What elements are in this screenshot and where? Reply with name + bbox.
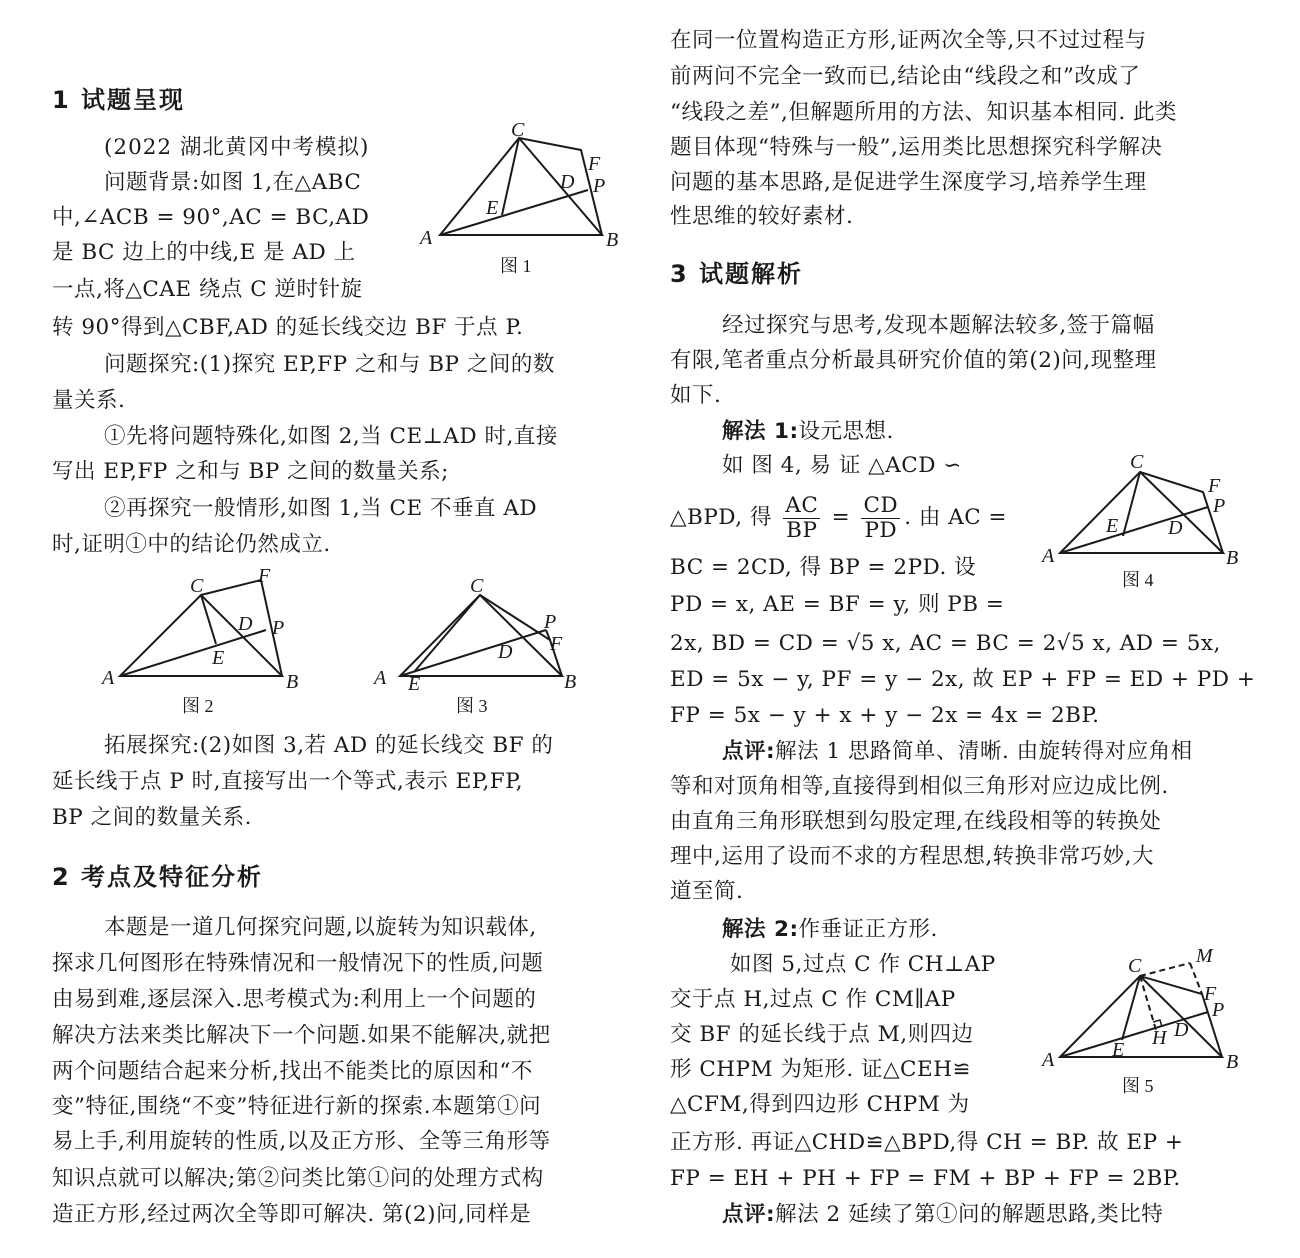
line-mf-dashed — [1190, 963, 1202, 994]
point-label-a: A — [1042, 1049, 1055, 1071]
paragraph-line: ①先将问题特殊化,如图 2,当 CE⊥AD 时,直接 — [104, 424, 558, 449]
triangle-abc — [400, 595, 562, 676]
paragraph-line: 是 BC 边上的中线,E 是 AD 上 — [52, 240, 356, 265]
method-1-header — [722, 417, 894, 447]
paragraph-line: 交于点 H,过点 C 作 CM∥AP — [670, 987, 956, 1012]
paragraph-line: 转 90°得到△CBF,AD 的延长线交边 BF 于点 P. — [52, 315, 524, 340]
paragraph-line: 在同一位置构造正方形,证两次全等,只不过过程与 — [670, 28, 1147, 53]
paragraph-line: 问题的基本思路,是促进学生深度学习,培养学生理 — [670, 170, 1147, 195]
figure-1 — [418, 119, 628, 280]
fraction-part: CD — [863, 492, 899, 518]
section-3-heading: 3 试题解析 — [670, 260, 804, 288]
point-label-c: C — [190, 575, 204, 597]
point-label-a: A — [420, 227, 433, 249]
figure-3 — [370, 570, 580, 720]
paragraph-line: 有限,笔者重点分析最具研究价值的第(2)问,现整理 — [670, 348, 1157, 373]
figure-3-caption: 图 3 — [456, 696, 488, 716]
paragraph-line: 形 CHPM 为矩形. 证△CEH≌ — [670, 1057, 971, 1082]
paragraph-line: 问题探究:(1)探究 EP,FP 之和与 BP 之间的数 — [104, 352, 555, 377]
point-label-c: C — [1130, 451, 1144, 473]
point-label-p: P — [593, 175, 606, 197]
comment-2-label: 点评: — [722, 1202, 776, 1227]
point-label-e: E — [1112, 1039, 1125, 1061]
fraction-part: AC — [785, 492, 819, 518]
figure-1-caption: 图 1 — [500, 256, 532, 276]
point-label-p: P — [1213, 495, 1226, 517]
point-label-a: A — [1042, 545, 1055, 567]
paragraph-line: 问题背景:如图 1,在△ABC — [104, 170, 362, 195]
paragraph-line: 2x, BD = CD = √5 x, AC = BC = 2√5 x, AD = 5x, — [670, 631, 1221, 656]
triangle-abc — [1060, 976, 1225, 1057]
fraction-part: BP — [786, 517, 818, 543]
point-label-d: D — [1168, 517, 1183, 539]
point-label-p: P — [272, 617, 285, 639]
point-label-h: H — [1152, 1027, 1167, 1049]
point-label-b: B — [564, 671, 577, 693]
paragraph-line: PD = x, AE = BF = y, 则 PB = — [670, 592, 1005, 617]
paragraph-line: 本题是一道几何探究问题,以旋转为知识载体, — [104, 915, 537, 940]
figure-4-caption: 图 4 — [1122, 570, 1154, 590]
paragraph-line: BP 之间的数量关系. — [52, 805, 252, 830]
point-label-m: M — [1196, 945, 1213, 967]
point-label-f: F — [1208, 475, 1221, 497]
point-label-f: F — [1204, 983, 1217, 1005]
paragraph-line: 理中,运用了设而不求的方程思想,转换非常巧妙,大 — [670, 844, 1155, 869]
point-label-e: E — [212, 647, 225, 669]
point-label-b: B — [1226, 547, 1239, 569]
figure-5-caption: 图 5 — [1122, 1076, 1154, 1096]
line-ap — [440, 190, 588, 235]
paragraph-line: 如 图 4, 易 证 △ACD ∽ — [722, 453, 962, 478]
triangle-abc — [440, 138, 602, 235]
point-label-d: D — [498, 641, 513, 663]
paragraph-line: 解决方法来类比解决下一个问题.如果不能解决,就把 — [52, 1023, 551, 1048]
triangle-abc — [120, 595, 285, 676]
figure-2-caption: 图 2 — [182, 696, 214, 716]
paragraph-line: 造正方形,经过两次全等即可解决. 第(2)问,同样是 — [52, 1202, 532, 1227]
paragraph-line: 前两问不完全一致而已,结论由“线段之和”改成了 — [670, 64, 1141, 89]
point-label-b: B — [1226, 1051, 1239, 1073]
comment-1-line: 点评:解法 1 思路简单、清晰. 由旋转得对应角相 — [722, 739, 1193, 764]
paragraph-line: FP = 5x − y + x + y − 2x = 4x = 2BP. — [670, 703, 1100, 728]
paragraph-line: “线段之差”,但解题所用的方法、知识基本相同. 此类 — [670, 100, 1177, 125]
paragraph-line: 延长线于点 P 时,直接写出一个等式,表示 EP,FP, — [52, 769, 524, 794]
fraction-cd-pd — [861, 494, 900, 543]
point-label-a: A — [374, 667, 387, 689]
paragraph-line: 两个问题结合起来分析,找出不能类比的原因和“不 — [52, 1059, 533, 1084]
point-label-d: D — [238, 613, 253, 635]
figure-5 — [1040, 945, 1250, 1100]
method-2-label: 解法 2: — [722, 917, 799, 942]
paragraph-line: 探求几何图形在特殊情况和一般情况下的性质,问题 — [52, 951, 544, 976]
paragraph-line: 交 BF 的延长线于点 M,则四边 — [670, 1022, 974, 1047]
paragraph-line: 如下. — [670, 383, 722, 408]
figure-2 — [100, 565, 310, 720]
paragraph-line: 中,∠ACB = 90°,AC = BC,AD — [52, 205, 370, 230]
point-label-b: B — [286, 671, 299, 693]
paragraph-line: 如图 5,过点 C 作 CH⊥AP — [730, 952, 996, 977]
paragraph-line: 等和对顶角相等,直接得到相似三角形对应边成比例. — [670, 774, 1169, 799]
point-label-d: D — [1174, 1019, 1189, 1041]
point-label-a: A — [102, 667, 115, 689]
paragraph-line: 变”特征,围绕“不变”特征进行新的探索.本题第①问 — [52, 1094, 542, 1119]
paragraph-line: 道至简. — [670, 879, 744, 904]
fraction-part: PD — [864, 517, 898, 543]
triangle-abc — [1060, 472, 1226, 553]
comment-2-line: 点评:解法 2 延续了第①问的解题思路,类比特 — [722, 1202, 1164, 1227]
point-label-f: F — [258, 565, 271, 587]
point-label-f: F — [588, 153, 601, 175]
paragraph-line: 由易到难,逐层深入.思考模式为:利用上一个问题的 — [52, 987, 537, 1012]
point-label-f: F — [550, 633, 563, 655]
section-1-heading: 1 试题呈现 — [52, 86, 186, 114]
paragraph-line: 量关系. — [52, 388, 126, 413]
paragraph-line: 性思维的较好素材. — [670, 204, 854, 229]
paragraph-line: ②再探究一般情形,如图 1,当 CE 不垂直 AD — [104, 496, 538, 521]
paragraph-line: 写出 EP,FP 之和与 BP 之间的数量关系; — [52, 459, 449, 484]
figure-4 — [1040, 450, 1250, 600]
paragraph-line: △CFM,得到四边形 CHPM 为 — [670, 1092, 970, 1117]
point-label-c: C — [511, 119, 525, 141]
paragraph-line: FP = EH + PH + FP = FM + BP + FP = 2BP. — [670, 1166, 1181, 1191]
point-label-e: E — [486, 197, 499, 219]
paragraph-line: 拓展探究:(2)如图 3,若 AD 的延长线交 BF 的 — [104, 733, 554, 758]
point-label-d: D — [560, 171, 575, 193]
paragraph-line: 由直角三角形联想到勾股定理,在线段相等的转换处 — [670, 809, 1162, 834]
point-label-e: E — [408, 673, 421, 695]
paragraph-line: 正方形. 再证△CHD≌△BPD,得 CH = BP. 故 EP + — [670, 1130, 1184, 1155]
paragraph-line: 时,证明①中的结论仍然成立. — [52, 532, 331, 557]
equation-line: △BPD, 得 $\frac{AC}{BP}$ = $\frac{CD}{PD}$ . 由 AC = — [670, 492, 1008, 543]
point-label-p: P — [1212, 999, 1225, 1021]
problem-source: (2022 湖北黄冈中考模拟) — [104, 135, 370, 160]
fraction-ac-bp — [783, 494, 820, 543]
point-label-e: E — [1106, 515, 1119, 537]
paragraph-line: 题目体现“特殊与一般”,运用类比思想探究科学解决 — [670, 135, 1163, 160]
paragraph-line: ED = 5x − y, PF = y − 2x, 故 EP + FP = ED + PD + — [670, 667, 1256, 692]
paragraph-line: BC = 2CD, 得 BP = 2PD. 设 — [670, 555, 977, 580]
paragraph-line: 知识点就可以解决;第②问类比第①问的处理方式构 — [52, 1166, 544, 1191]
point-label-b: B — [606, 229, 619, 251]
point-label-c: C — [470, 575, 484, 597]
paragraph-line: 易上手,利用旋转的性质,以及正方形、全等三角形等 — [52, 1129, 551, 1154]
method-2-title: 作垂证正方形. — [798, 917, 938, 942]
method-2-header — [722, 915, 938, 945]
point-label-p: P — [544, 611, 557, 633]
point-label-c: C — [1128, 955, 1142, 977]
comment-1-label: 点评: — [722, 739, 776, 764]
paragraph-line: 经过探究与思考,发现本题解法较多,签于篇幅 — [722, 313, 1155, 338]
line-cm-dashed — [1140, 963, 1190, 976]
method-1-title: 设元思想. — [798, 419, 894, 444]
method-1-label: 解法 1: — [722, 419, 799, 444]
section-2-heading: 2 考点及特征分析 — [52, 863, 264, 891]
paragraph-line: 一点,将△CAE 绕点 C 逆时针旋 — [52, 277, 363, 302]
